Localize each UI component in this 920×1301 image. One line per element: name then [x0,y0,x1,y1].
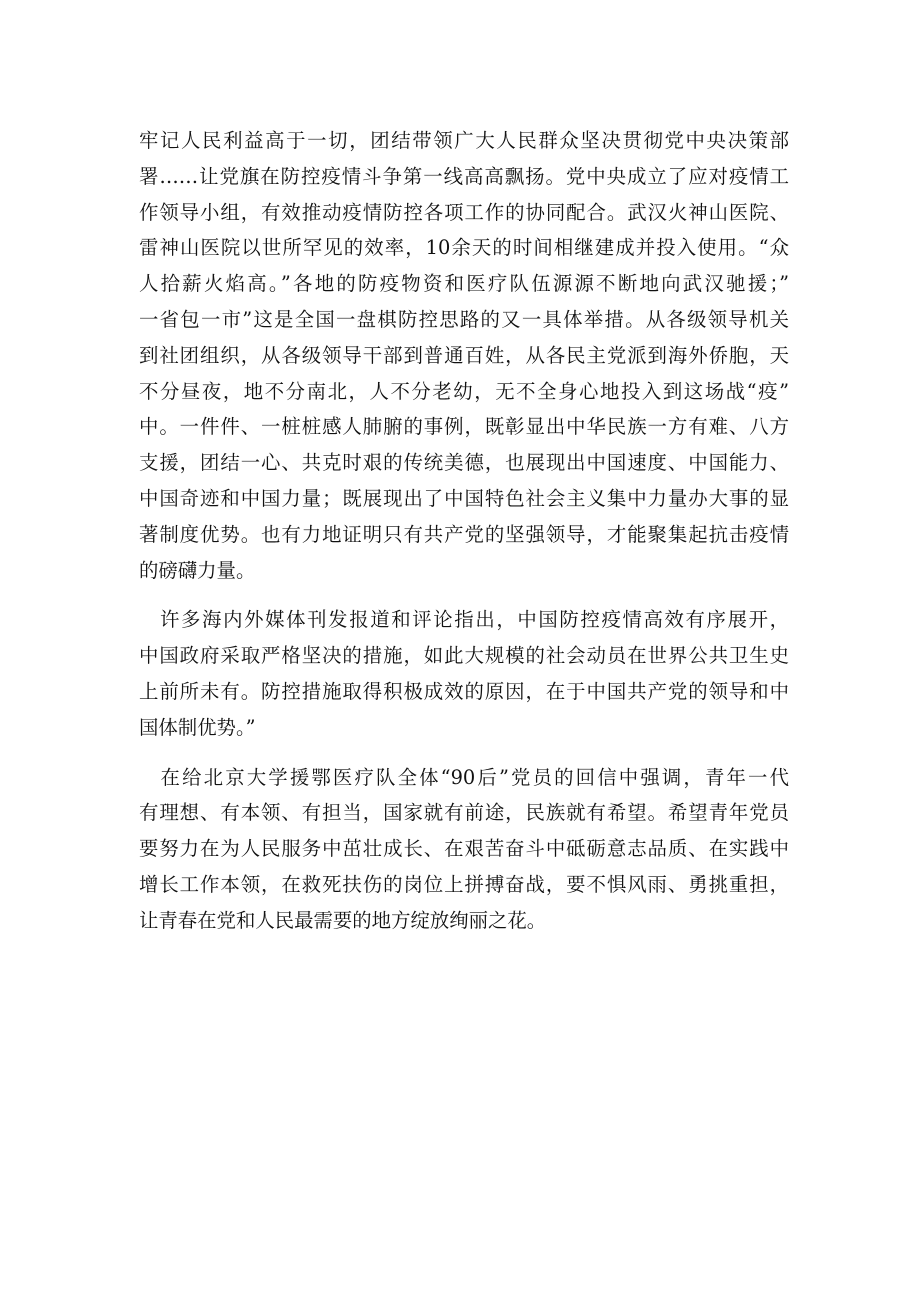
text-line: 牢记人民利益高于一切，团结带领广大人民群众坚决贯彻党中央决策部 [139,129,789,152]
text-line: 中。一件件、一桩桩感人肺腑的事例，既彰显出中华民族一方有难、八方 [139,415,789,439]
text-line: 中国政府采取严格坚决的措施，如此大规模的社会动员在世界公共卫生史 [139,644,789,668]
paragraph-2 [139,602,789,745]
text-line: 有理想、有本领、有担当，国家就有前途，民族就有希望。希望青年党员 [139,801,789,825]
text-line: 支援，团结一心、共克时艰的传统美德，也展现出中国速度、中国能力、 [139,451,789,475]
text-line: 让青春在党和人民最需要的地方绽放绚丽之花。 [139,908,547,932]
text-line: 雷神山医院以世所罕见的效率，10余天的时间相继建成并投入使用。“众 [139,236,789,260]
document-body [139,123,789,939]
text-line: 国体制优势。” [139,715,256,739]
text-line: 上前所未有。防控措施取得积极成效的原因，在于中国共产党的领导和中 [139,679,789,703]
paragraph-3 [139,760,789,939]
text-line: 人拾薪火焰高。”各地的防疫物资和医疗队伍源源不断地向武汉驰援；” [139,272,789,296]
text-line: 到社团组织，从各级领导干部到普通百姓，从各民主党派到海外侨胞，天 [139,343,789,367]
text-line: 要努力在为人民服务中茁壮成长、在艰苦奋斗中砥砺意志品质、在实践中 [139,837,789,861]
text-line: 一省包一市”这是全国一盘棋防控思路的又一具体举措。从各级领导机关 [139,307,789,331]
paragraph-1 [139,123,789,588]
text-line: 增长工作本领，在救死扶伤的岗位上拼搏奋战，要不惧风雨、勇挑重担， [139,872,789,896]
text-line: 在给北京大学援鄂医疗队全体“90后”党员的回信中强调，青年一代 [139,765,789,789]
text-line: 署……让党旗在防控疫情斗争第一线高高飘扬。党中央成立了应对疫情工 [139,164,789,188]
text-line: 的磅礴力量。 [139,558,256,582]
text-line: 作领导小组，有效推动疫情防控各项工作的协同配合。武汉火神山医院、 [139,200,789,224]
text-line: 许多海内外媒体刊发报道和评论指出，中国防控疫情高效有序展开， [139,608,789,632]
text-line: 著制度优势。也有力地证明只有共产党的坚强领导，才能聚集起抗击疫情 [139,522,789,546]
text-line: 中国奇迹和中国力量；既展现出了中国特色社会主义集中力量办大事的显 [139,486,789,510]
text-line: 不分昼夜，地不分南北，人不分老幼，无不全身心地投入到这场战“疫” [139,379,789,403]
